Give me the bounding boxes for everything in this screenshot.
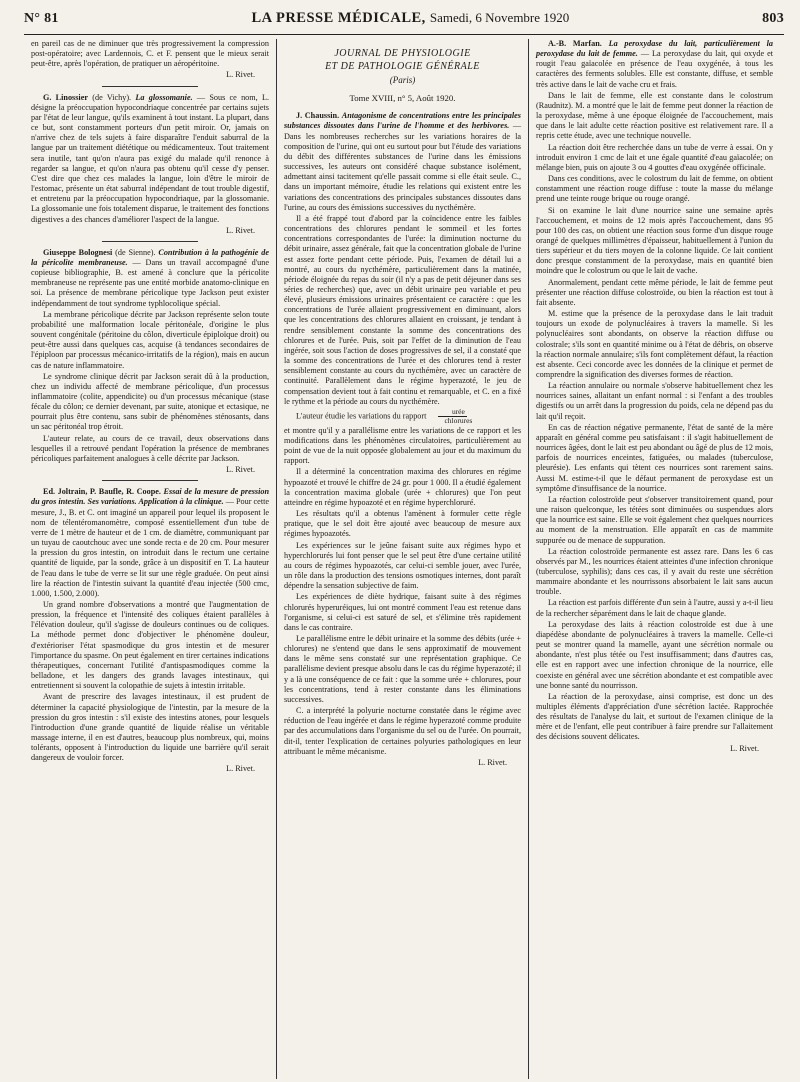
signature: L. Rivet. bbox=[226, 70, 255, 80]
signature: L. Rivet. bbox=[226, 465, 255, 475]
paragraph: Si on examine le lait d'une nourrice saine une semaine après l'accouchement, et moins de 12 mois après l'accouchement, dans 95 pour 100 des cas, on obtient une réaction sous forme d'un disque rouge orangé de quelques millimètres d'épaisseur, habituellement à l'union du tiers supérieur et du tiers moyen de la colonne liquide. Ce lait contient donc presque constamment de la peroxydase, mais en quantité bien moindre que le colostrum ou que le lait de vache. bbox=[536, 205, 773, 276]
paragraph: Avant de prescrire des lavages intestinaux, il est prudent de déterminer la capacité physiologique de l'intestin, par la mesure de la pression du gros intestin : s'il existe des intestins atones, pour lesquels l'introduction d'une grande quantité de liquide réalise un véritable massage interne, il en est d'autres, beaucoup plus nombreux, qui, moins tolérants, opposent à l'introduction du liquide une barrière qu'il serait dangereux de vouloir forcer. bbox=[31, 692, 269, 763]
author: G. Linossier bbox=[43, 92, 88, 102]
header-rule bbox=[24, 34, 784, 35]
abstract-body: — Dans un travail accompagné d'une copieuse bibliographie, B. est amené à conclure que la péricolite membraneuse ne représente pas une entité morbide anatomo-clinique en soi. La présence de membrane péricolique type Jackson peut exister indépendamment de tout syndrome typhlocolique spécial. bbox=[31, 257, 269, 308]
paragraph: Dans ces conditions, avec le colostrum du lait de femme, on obtient constamment une réaction rouge diffuse : toute la masse du mélange prend une teinte rouge brique ou rouge orangé. bbox=[536, 174, 773, 204]
article-title: La peroxydase du lait, particulièrement la peroxydase du lait de femme. bbox=[536, 39, 774, 59]
author-place: (de Sienne). bbox=[115, 247, 156, 257]
paragraph: Dans le lait de femme, elle est constante dans le colostrum (Raudnitz). M. a montré que le lait de femme peut donner la réaction de la peroxydase, même à une époque éloignée de l'accouchement, mais que dans le lait adulte cette réaction positive est relativement rare. Il a repris cette étude, avec une technique nouvelle. bbox=[536, 90, 773, 141]
ratio-denominator: chlorures bbox=[444, 415, 473, 425]
column-2 bbox=[276, 39, 528, 1079]
article-title: Antagonisme de concentrations entre les principales substances dissoutes dans l'urine de l'homme et des herbivores. bbox=[284, 111, 521, 131]
abstract-peroxydase bbox=[536, 39, 773, 90]
paragraph: Anormalement, pendant cette même période, le lait de femme peut présenter une réaction diffuse colostroïde, ou bien la réaction est tout à fait absente. bbox=[536, 277, 773, 307]
masthead bbox=[24, 10, 784, 32]
paragraph: C. a interprété la polyurie nocturne constatée dans le régime avec réduction de l'eau ingérée et dans le régime hyperazoté comme produite par des accumulations dans l'organisme du sel ou de l'urée. On pourrait, dit-il, tenter l'explication de certaines polyuries pathologiques en leur attribuant le même mécanisme. bbox=[284, 706, 521, 756]
abstract-pericolite bbox=[31, 248, 269, 309]
abstract-urine-concentrations bbox=[284, 111, 521, 213]
intro-paragraph: en pareil cas de ne diminuer que très progressivement la compression post-opératoire; avec Lardennois, C. et F. pensent que le mieux serait peut-être, après l'opération, de pratiquer un aéropéritoine. bbox=[31, 39, 269, 69]
paragraph: La réaction doit être recherchée dans un tube de verre à essai. On y introduit environ 1 cmc de lait et une égale quantité d'eau gaïacolée; on mélange bien, puis on ajoute 3 ou 4 gouttes d'eau oxygénée officinale. bbox=[536, 142, 773, 172]
paragraph: Les expériences de diète hydrique, faisant suite à des régimes chlorurés hyperuréiques, lui ont montré comment l'eau est retenue dans l'organisme, si celui-ci est saturé de sel, et s'élimine très rapidement dans le cas contraire. bbox=[284, 592, 521, 632]
paragraph: La réaction colostroïde permanente est assez rare. Dans les 6 cas observés par M., les nourrices étaient atteintes d'une infection chronique (tuberculose, syphilis); dans ces cas, il y avait du reste une sécrétion mammaire abondante et les nourrissons absorbaient le lait sans aucun trouble. bbox=[536, 546, 773, 597]
ratio-fraction bbox=[430, 408, 474, 425]
issue-date: Samedi, 6 Novembre 1920 bbox=[429, 10, 570, 25]
signature: L. Rivet. bbox=[226, 225, 255, 235]
section-journal-title bbox=[284, 47, 521, 73]
signature: L. Rivet. bbox=[226, 764, 255, 774]
journal-title-line: JOURNAL DE PHYSIOLOGIE bbox=[334, 48, 471, 59]
signature: L. Rivet. bbox=[478, 757, 507, 767]
paragraph: L'auteur relate, au cours de ce travail, deux observations dans lesquelles il a retrouvé pendant l'opération la présence de membranes péricoliques parfaitement analogues à celle décrite par Jackson. bbox=[31, 433, 269, 463]
paragraph: En cas de réaction négative permanente, l'état de santé de la mère apparaît en général comme peu satisfaisant : il s'agit habituellement de nourrices âgées, dont le lait est peu abondant ou âgé de plus de 12 mois, parfois de nourrices enceintes, fatiguées, ou malades (tuberculose, pleurésie). Les enfants qui tètent ces nourrices sont rarement sains. Aussi M. estime-t-il que le défaut permanent de peroxydase est un symptôme d'insuffisance de la nourrice. bbox=[536, 422, 773, 493]
journal-name: LA PRESSE MÉDICALE, bbox=[251, 10, 426, 26]
paragraph: La réaction de la peroxydase, ainsi comprise, est donc un des multiples éléments d'appréciation d'une sécrétion lactée. Rapprochée des résultats de l'analyse du lait, et surtout de l'examen clinique de la mère et de l'enfant, elle peut contribuer à faire prendre sur l'allaitement des décisions souvent délicates. bbox=[536, 691, 773, 742]
paragraph: Les résultats qu'il a obtenus l'amènent à formuler cette règle pratique, que le sel doit être ajouté avec beaucoup de mesure aux régimes hypoazotés. bbox=[284, 509, 521, 539]
paragraph: et montre qu'il y a parallélisme entre les variations de ce rapport et les modifications dans les phénomènes circulatoires, particulièrement au point de vue de la nuit opposée globalement au jour et du maximum du rapport. bbox=[284, 425, 521, 466]
separator bbox=[102, 241, 197, 242]
journal-city: (Paris) bbox=[389, 75, 416, 85]
journal-volume: Tome XVIII, n° 5, Août 1920. bbox=[349, 93, 456, 104]
page-number-left: N° 81 bbox=[24, 11, 59, 26]
article-title: Contribution à la pathogénie de la péricolite membraneuse. bbox=[31, 247, 269, 267]
abstract-gros-intestin bbox=[31, 487, 269, 599]
signature: L. Rivet. bbox=[730, 743, 759, 753]
paragraph: La peroxydase des laits à réaction colostroïde est due à une diapédèse abondante de polynucléaires à travers la mamelle. Celle-ci peut se montrer quand la mamelle, ayant une sécrétion normale ou abondante, n'est plus tétée ou l'est insuffisamment; dans d'autres cas, elle est en rapport avec une infection chronique de la nourrice, elle coexiste en général avec une sécrétion abondante et est compatible avec une bonne santé du nourrisson. bbox=[536, 619, 773, 690]
paragraph: La réaction colostroïde peut s'observer transitoirement quand, pour une raison quelconque, les tétées sont diminuées ou suspendues alors que la nourrice est saine. Elle se voit également chez quelques nourrices au moment de la menstruation. Elle apparaît en cas de mammite suppurée ou de menace de suppuration. bbox=[536, 494, 773, 545]
text-columns bbox=[24, 39, 784, 1079]
column-1 bbox=[24, 39, 276, 1079]
author: Giuseppe Bolognesi bbox=[43, 247, 113, 257]
masthead-title bbox=[252, 10, 570, 27]
article-title: La glossomanie. bbox=[135, 92, 193, 102]
author: Ed. Joltrain, P. Baufle, R. Coope. bbox=[43, 487, 161, 497]
journal-title-line: ET DE PATHOLOGIE GÉNÉRALE bbox=[325, 61, 480, 72]
page-number-right: 803 bbox=[762, 11, 784, 26]
ratio-paragraph bbox=[284, 408, 521, 425]
author: A.-B. Marfan. bbox=[548, 39, 602, 48]
paragraph: La réaction est parfois différente d'un sein à l'autre, aussi y a-t-il lieu de la rechercher séparément dans le lait de chaque glande. bbox=[536, 598, 773, 618]
paragraph: La membrane péricolique décrite par Jackson représente selon toute probabilité une malformation locale péritonéale, d'origine le plus souvent congénitale (péritoine du côlon, diverticule épiploïque droit) ou peut-être aussi dans quelques cas, acquise (à tendances secondaires de l'épiploon par processus mécanico-irritatifs de la région), mais en aucun cas de nature inflammatoire. bbox=[31, 309, 269, 370]
separator bbox=[102, 86, 197, 87]
author-place: (de Vichy). bbox=[92, 92, 132, 102]
author: J. Chaussin. bbox=[296, 111, 340, 121]
abstract-body: — Sous ce nom, L. désigne la préoccupation hypocondriaque concentrée par certains sujets par l'état de leur langue, qu'ils examinent à tout instant. La plupart, dans ce but, sont constamment porteurs d'un petit miroir. Or, jamais on n'arrive chez de tels sujets à faire disparaître l'enduit saburral de la langue par un traitement diététique ou médicamenteux. Tout traitement sera inutile, tant qu'on n'aura pas exigé du malade qu'il renonce à regarder sa langue, et qu'on n'aura pas obtenu qu'il cesse d'y penser. C'est dire que chez ces malades la langue, loin d'être le miroir de l'estomac, présente un état saburral indépendant de tout trouble digestif, et entretenu par la préoccupation hypocondriaque, par la glossomanie. La glossomanie une fois totalement disparue, le traitement des fonctions digestives a des chances d'améliorer l'aspect de la langue. bbox=[31, 92, 269, 224]
paragraph: Les expériences sur le jeûne faisant suite aux régimes hypo et hyperchlorurés lui font penser que le sel peut être d'une certaine utilité au cours de régimes hypoazotés, car celui-ci semble jouer, avec l'urée, un rôle dans la production des tensions osmotiques internes, dont paraît dépendre la sensation subjective de faim. bbox=[284, 540, 521, 591]
paragraph: M. estime que la présence de la peroxydase dans le lait traduit toujours un exode de polynucléaires à travers la mamelle. Si les polynucléaires sont abondants, on observe la réaction diffuse ou colostrale; s'ils sont en quantité minime ou à l'état de débris, on observe la réaction normale annulaire; s'ils font complètement défaut, la réaction est absente. Ceci concorde avec les données de la clinique et permet de comprendre la signification des diverses formes de réaction. bbox=[536, 309, 773, 379]
paragraph: La réaction annulaire ou normale s'observe habituellement chez les nourrices saines, allaitant un enfant normal : si l'enfant a des troubles digestifs ou un arrêt dans la progression du poids, cela ne dépend pas du lait qu'il reçoit. bbox=[536, 381, 773, 421]
paragraph: Un grand nombre d'observations a montré que l'augmentation de pression, la fréquence et l'intensité des coliques étaient parallèles à l'élévation douleur, qu'il s'agisse de douleurs continues ou de coliques. La méthode permet donc d'objectiver le phénomène douleur, d'extérioriser l'état spasmodique du gros intestin et de mesurer l'importance du spasme. On peut également en tirer certaines indications thérapeutiques, concernant l'utilité d'antispasmodiques comme la belladone, et les dangers des grands lavages intestinaux, qui entretiennent si souvent la colopathie de sujets à intestin irritable. bbox=[31, 599, 269, 691]
separator bbox=[102, 480, 197, 481]
paragraph: Le syndrome clinique décrit par Jackson serait dû à la production, chez un individu affecté de membrane péricolique, d'un processus inflammatoire (colite, appendicite) ou d'un processus mécanique (stase fécale du côlon; ce dernier devenant, par suite, atonique et ectasique, ne pourrait plus être contenu, sans subir de phénomènes sténosants, dans un sac péritonéal trop étroit. bbox=[31, 371, 269, 432]
ratio-intro: L'auteur étudie les variations du rapport bbox=[296, 411, 427, 421]
abstract-body: — Pour cette mesure, J., B. et C. ont imaginé un appareil pour lequel ils proposent le nom de télentéromanomètre, composé essentiellement d'un tube de verre de 1 mètre de hauteur et de 1 cm. de diamètre, communiquant par un tuyau de caoutchouc avec une sonde recta e de 20 cm. Pour mesurer la pression du gros intestin, on introduit dans le rectum une certaine quantité de liquide, par la sonde, grâce à un dispositif en T. La hauteur de l'eau dans le tube de verre se lit sur une règle graduée. On peut ainsi lire la réaction de l'intestin suivant la quantité d'eau injectée (500 cmc, 1.000, 1.500, 2.000). bbox=[31, 497, 270, 598]
column-3 bbox=[528, 39, 780, 1079]
abstract-glossomanie bbox=[31, 93, 269, 225]
article-title: Essai de la mesure de pression du gros intestin. Ses variations. Application à la clinique. bbox=[31, 487, 270, 507]
abstract-body: — Dans les nombreuses recherches sur les variations horaires de la composition de l'urine, qui ont eu surtout pour but l'étude des variations du débit des différentes substances de l'urine dans les émissions successives, les auteurs ont considéré chaque substance isolément, admettant ainsi tacitement qu'elle passait comme si elle était seule. C., dans un important mémoire, étudie les relations qui existent entre les variations des concentrations des principales substances dissoutes dans l'urine, au cours des émissions successives du nycthémère. bbox=[284, 121, 521, 212]
paragraph: Le parallélisme entre le débit urinaire et la somme des débits (urée + chlorures) ne s'entend que dans le sens approximatif de mouvement dans le même sens constaté sur une représentation graphique. Ce parallélisme devient presque absolu dans le cas du régime hyperazoté; il y a là une conséquence de ce fait : que la somme urée + chlorures, pour les concentrations, tend à rester constante dans les éliminations successives. bbox=[284, 633, 521, 704]
paragraph: Il a déterminé la concentration maxima des chlorures en régime hypoazoté et trouvé le chiffre de 24 gr. pour 1 000. Il a étudié également la concentration maxima globale (urée + chlorures) que l'on peut atteindre en régime hypoazoté et en régime hyperchloruré. bbox=[284, 467, 521, 507]
abstract-body: — La peroxydase du lait, qui oxyde et rougit l'eau gaïacolée en présence de l'eau oxygénée, à tous les caractères des ferments solubles. Elle est constante, diffuse, et semble très active dans le lait de vache cru et frais. bbox=[536, 49, 773, 89]
paragraph: Il a été frappé tout d'abord par la coïncidence entre les faibles concentrations des chlorures pendant le sommeil et les fortes concentrations correspondantes de l'urée: la diminution nocturne du débit urinaire, assez générale, fait que la concentration globale de l'urine est assez forte pendant cette période. Puis, l'examen de détail lui a montré, au cours du nycthémère, particulièrement dans la matinée, période éloignée du repas du soir (il n'y a pas de petit déjeuner dans ses séries de recherches) que, avec un débit urinaire peu variable et peu élevé, plusieurs émissions urinaires présentaient ce caractère : que les concentrations de l'urée allaient progressivement en diminuant, alors que les concentrations des chlorures allaient en croissant, je tendant à rendre sensiblement constante la somme des concentrations des chlorures et de l'urée. Puis, soit par l'effet de la diminution de l'eau ingérée, soit sous l'action de doses progressives de sel, il a constaté que la somme des concentrations de l'urée et des chlorures tend à rester sensiblement constante au cours du nycthémère, avec un caractère de continuité. Parallèlement dans le régime hyperazoté, le jeu de compensation devient tout à fait continu et remarquable, et C. en a fixé le rythme et la période au cours du nycthémère. bbox=[284, 213, 521, 406]
ratio-numerator: urée bbox=[438, 408, 467, 417]
